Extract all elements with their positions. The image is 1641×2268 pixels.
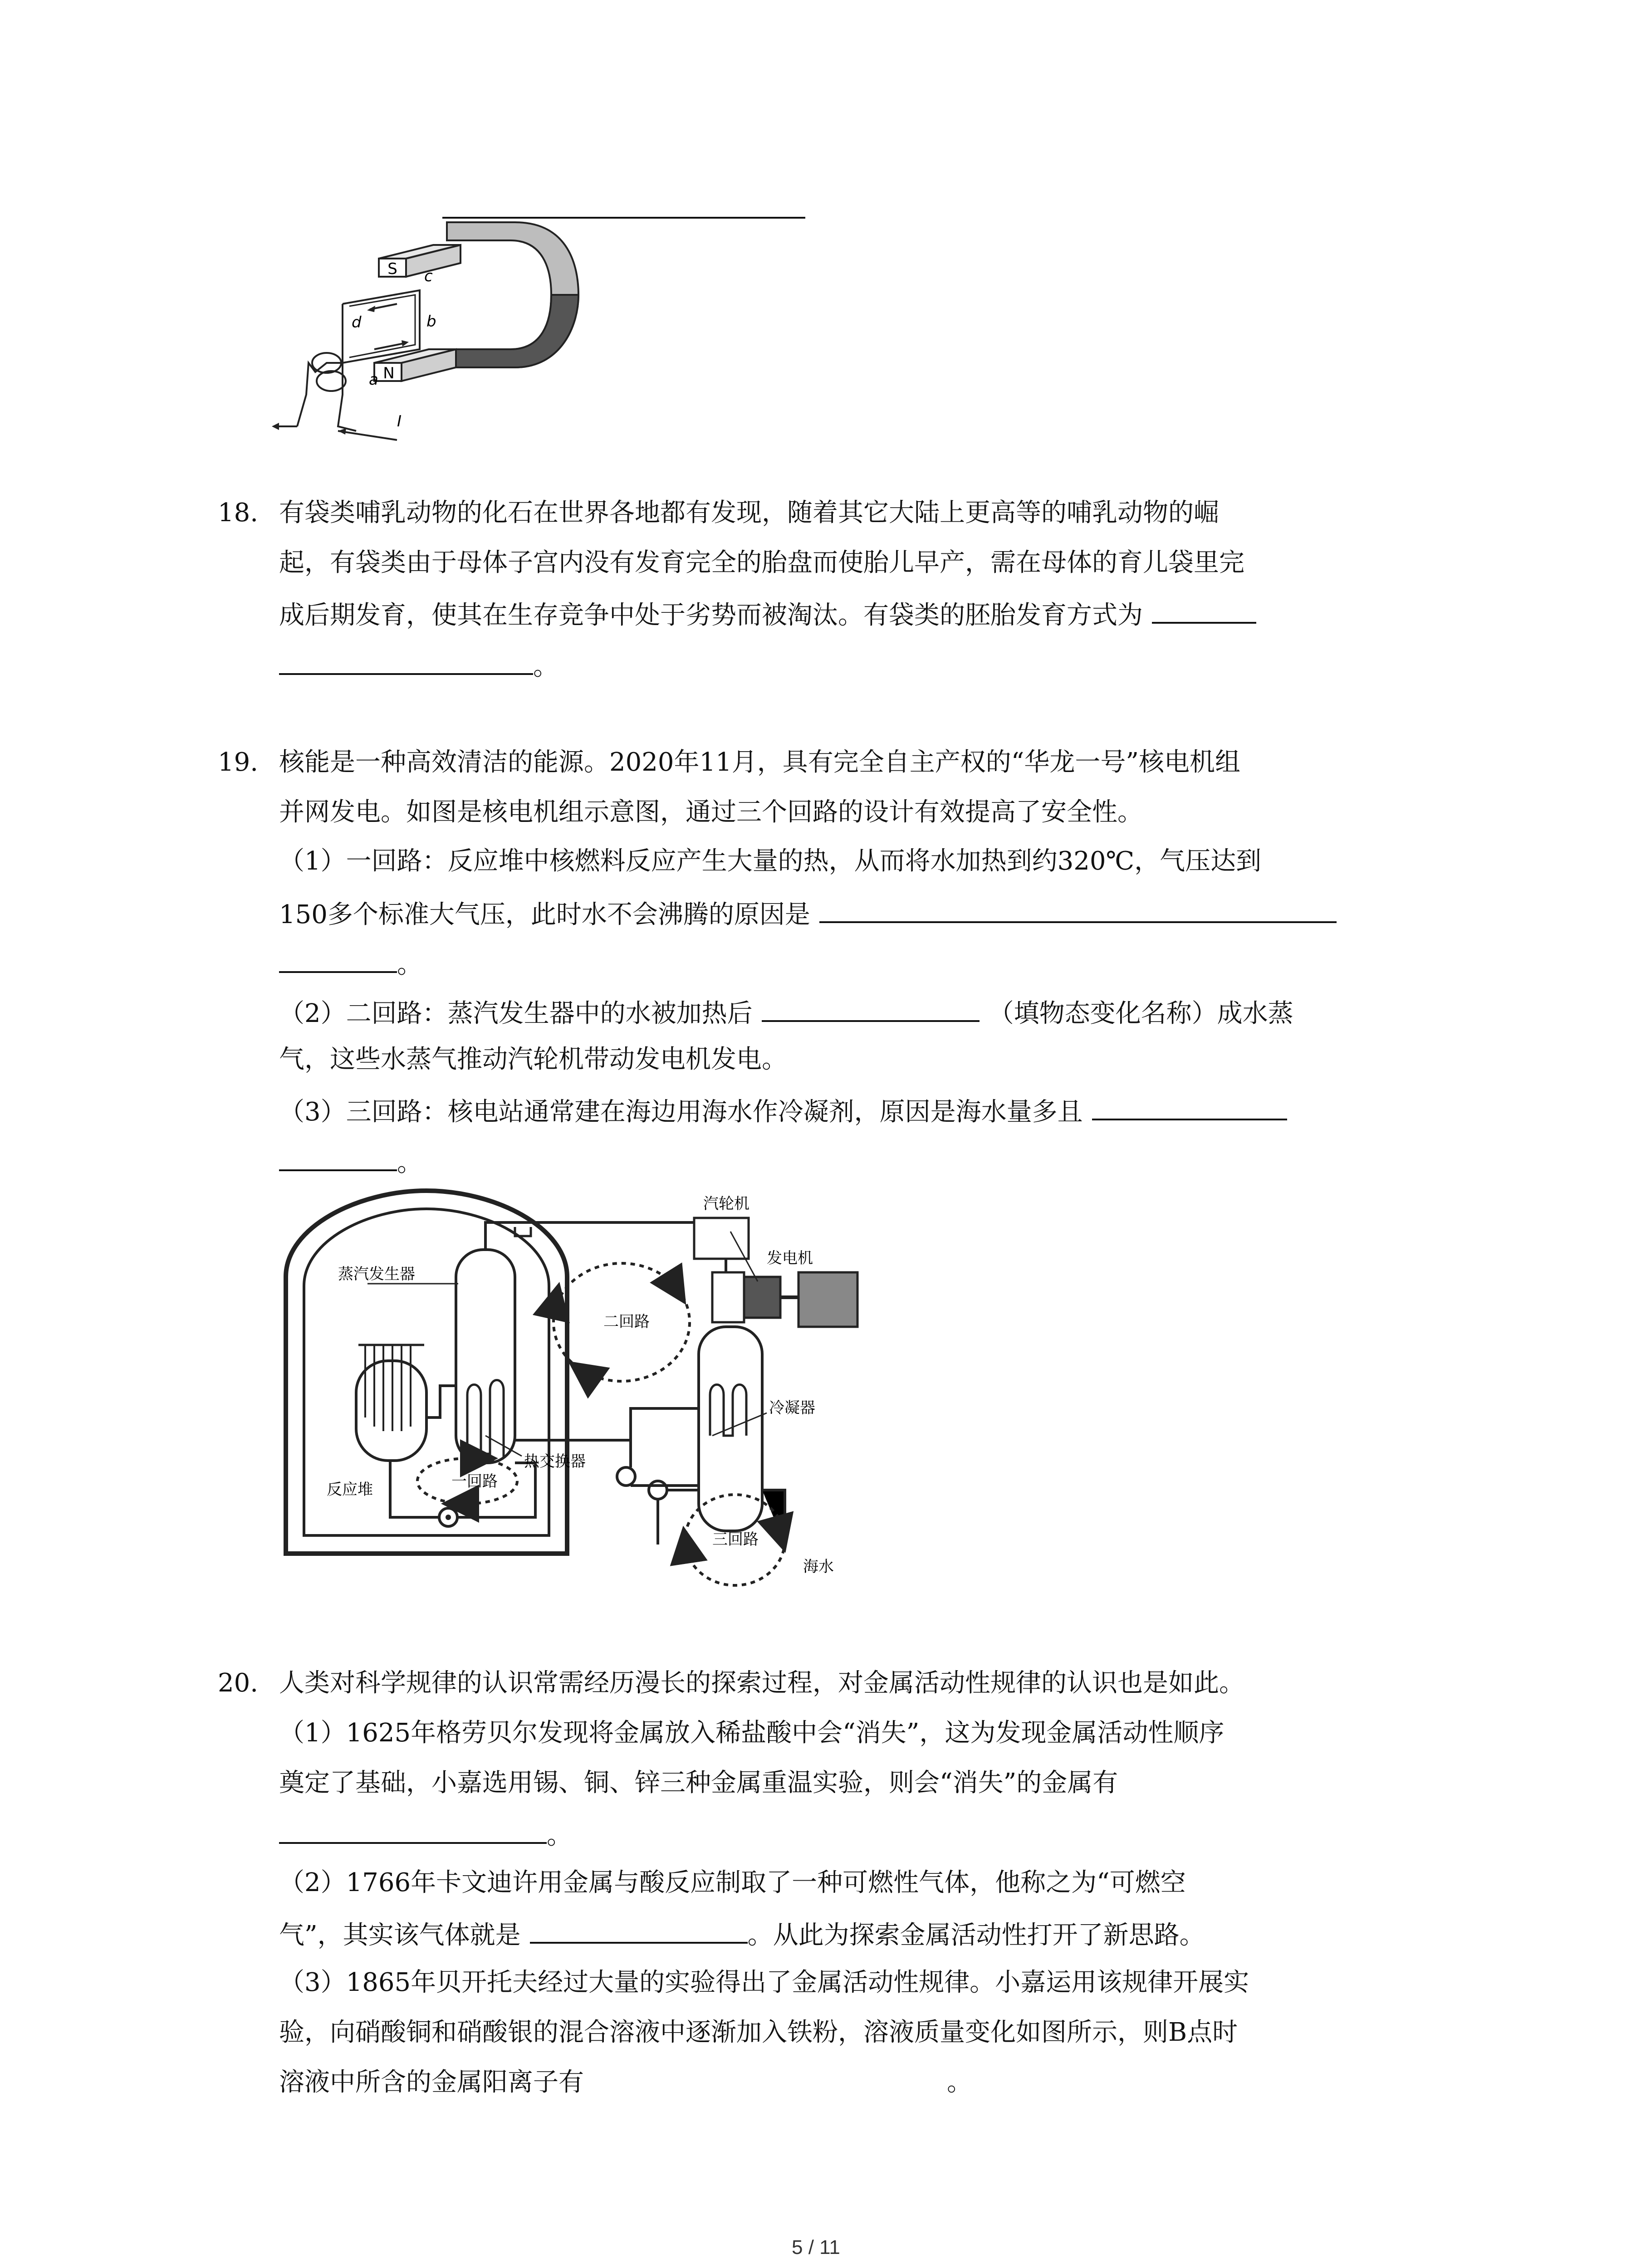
q19-text-line1: 核能是一种高效清洁的能源。2020年11月，具有完全自主产权的“华龙一号”核电机组 (279, 748, 1241, 777)
label-reactor: 反应堆 (327, 1481, 373, 1499)
label-generator: 发电机 (767, 1249, 813, 1267)
q20-part1-line3 (279, 1817, 572, 1852)
q20-part2-answer-blank[interactable] (530, 1916, 748, 1944)
q19-part2-line1-a: （2）二回路：蒸汽发生器中的水被加热后 (279, 999, 753, 1028)
q19-part2-line2: 气，这些水蒸气推动汽轮机带动发电机发电。 (279, 1045, 787, 1074)
label-turbine: 汽轮机 (703, 1195, 749, 1213)
q19-part3-answer-blank-b[interactable] (279, 1144, 397, 1171)
q18-text-line3 (279, 596, 1256, 632)
q19-part3-line1-text: （3）三回路：核电站通常建在海边用海水作冷凝剂，原因是海水量多且 (279, 1097, 1083, 1127)
q19-part2-line1 (279, 995, 1293, 1030)
q20-part2-line2 (279, 1916, 1205, 1952)
q19-part3-line2-end: 。 (397, 1148, 422, 1178)
coil-label-b: b (426, 313, 436, 331)
q20-part3-line3-end: 。 (947, 2068, 972, 2097)
magnet-label-n: N (383, 364, 395, 382)
q18-answer-blank-b[interactable] (279, 648, 533, 675)
q20-part1-answer-blank[interactable] (279, 1817, 547, 1844)
q19-part3-answer-blank-a[interactable] (1092, 1093, 1287, 1120)
q20-part2-line2-b: 。从此为探索金属活动性打开了新思路。 (747, 1921, 1205, 1950)
q19-part1-answer-blank-a[interactable] (819, 896, 1337, 923)
label-loop2: 二回路 (603, 1313, 650, 1331)
q20-part2-line1: （2）1766年卡文迪许用金属与酸反应制取了一种可燃性气体，他称之为“可燃空 (279, 1868, 1186, 1897)
label-loop1: 一回路 (451, 1472, 498, 1491)
q20-part2-line2-a: 气”，其实该气体就是 (279, 1921, 521, 1950)
q20-part3-line3 (279, 2066, 972, 2099)
q18-text-line4 (279, 648, 558, 683)
q20-part1-line2: 奠定了基础，小嘉选用锡、铜、锌三种金属重温实验，则会“消失”的金属有 (279, 1768, 1118, 1798)
q20-part1-line3-end: 。 (547, 1821, 572, 1850)
q19-part2-line1-b: （填物态变化名称）成水蒸 (988, 999, 1293, 1028)
q19-part1-line1: （1）一回路：反应堆中核燃料反应产生大量的热，从而将水加热到约320℃，气压达到 (279, 846, 1262, 876)
label-condenser: 冷凝器 (769, 1399, 815, 1417)
q20-text-line1: 人类对科学规律的认识常需经历漫长的探索过程，对金属活动性规律的认识也是如此。 (279, 1668, 1244, 1698)
label-loop3: 三回路 (712, 1530, 759, 1549)
q19-part1-line2-text: 150多个标准大气压，此时水不会沸腾的原因是 (279, 900, 810, 929)
q19-part3-line1 (279, 1093, 1287, 1129)
q19-number: 19. (218, 748, 259, 777)
label-seawater: 海水 (803, 1558, 834, 1576)
nuclear-plant-figure (277, 1182, 903, 1599)
q20-part3-line2: 验，向硝酸铜和硝酸银的混合溶液中逐渐加入铁粉，溶液质量变化如图所示，则B点时 (279, 2018, 1238, 2047)
q18-text-line3-text: 成后期发育，使其在生存竞争中处于劣势而被淘汰。有袋类的胚胎发育方式为 (279, 601, 1143, 630)
q19-part2-answer-blank[interactable] (762, 995, 980, 1022)
q18-text-line1: 有袋类哺乳动物的化石在世界各地都有发现，随着其它大陆上更高等的哺乳动物的崛 (279, 498, 1219, 528)
magnet-label-s: S (387, 260, 397, 278)
q19-part1-line3-end: 。 (397, 950, 422, 979)
q18-text-line2: 起，有袋类由于母体子宫内没有发育完全的胎盘而使胎儿早产，需在母体的育儿袋里完 (279, 548, 1244, 577)
q19-text-line2: 并网发电。如图是核电机组示意图，通过三个回路的设计有效提高了安全性。 (279, 797, 1143, 827)
q20-part1-line1: （1）1625年格劳贝尔发现将金属放入稀盐酸中会“消失”，这为发现金属活动性顺序 (279, 1718, 1225, 1748)
q18-answer-blank-a[interactable] (1152, 596, 1256, 624)
q20-part3-line1: （3）1865年贝开托夫经过大量的实验得出了金属活动性规律。小嘉运用该规律开展实 (279, 1968, 1249, 1997)
q19-part1-answer-blank-b[interactable] (279, 946, 397, 973)
q19-part1-line2 (279, 896, 1337, 931)
q20-part3-line3-a: 溶液中所含的金属阳离子有 (279, 2068, 584, 2097)
coil-label-d: d (352, 313, 362, 332)
coil-label-c: c (424, 267, 433, 285)
q19-part1-line3 (279, 946, 422, 981)
q18-number: 18. (218, 498, 259, 528)
current-label-i: I (397, 412, 402, 430)
magnet-coil-figure (270, 213, 588, 449)
q19-part3-line2 (279, 1144, 422, 1179)
page-number: 5 / 11 (792, 2236, 840, 2258)
coil-label-a: a (369, 371, 378, 389)
label-steam-generator: 蒸汽发生器 (338, 1265, 415, 1283)
label-heat-exchanger: 热交换器 (524, 1452, 586, 1471)
q18-line4-end: 。 (533, 652, 558, 681)
q20-number: 20. (218, 1668, 259, 1698)
